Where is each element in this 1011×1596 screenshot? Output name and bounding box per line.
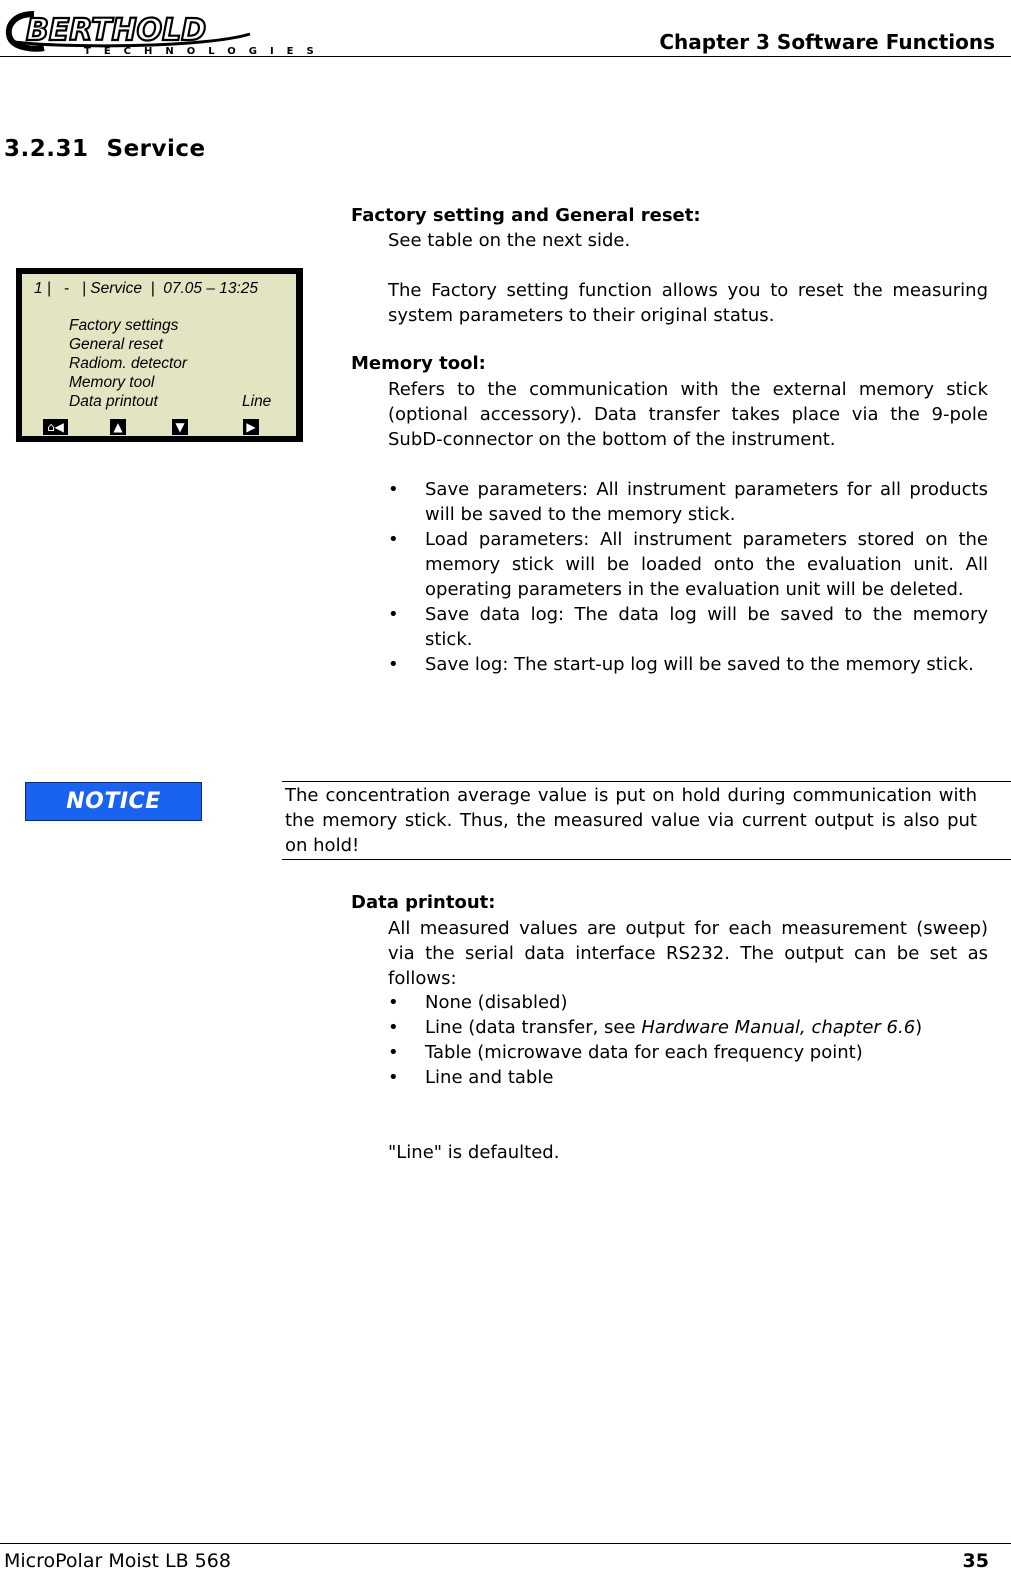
- lcd-selected-value: Line: [242, 393, 272, 410]
- chapter-title: Chapter 3 Software Functions: [659, 30, 995, 54]
- page-number: 35: [962, 1550, 989, 1572]
- logo-text: BERTHOLD: [26, 13, 207, 48]
- lcd-up-button: ▲: [110, 419, 126, 435]
- lcd-down-button: ▼: [172, 419, 188, 435]
- factory-see-table: See table on the next side.: [388, 230, 631, 251]
- list-item: • None (disabled): [388, 990, 988, 1015]
- header-rule: [0, 56, 1011, 57]
- memory-heading: Memory tool:: [351, 353, 486, 374]
- lcd-status-line: 1 | - | Service | 07.05 – 13:25: [34, 280, 259, 297]
- printout-heading: Data printout:: [351, 892, 496, 913]
- list-item: • Save log: The start-up log will be saved to the memory stick.: [388, 652, 988, 677]
- list-item: [388, 1015, 988, 1040]
- factory-heading: Factory setting and General reset:: [351, 205, 701, 226]
- notice-text: The concentration average value is put on hold during communication with the memory stick. Thus, the measured value via current output is also put on hold!: [285, 785, 977, 856]
- lcd-menu-item-radiom-detector: Radiom. detector: [69, 355, 188, 372]
- lcd-menu-item-memory-tool: Memory tool: [69, 374, 155, 391]
- default-note: "Line" is defaulted.: [388, 1142, 560, 1163]
- lcd-menu-item-data-printout: Data printout: [69, 393, 158, 410]
- printout-line-suffix: ): [915, 1017, 923, 1038]
- memory-description: Refers to the communication with the external memory stick (optional accessory). Data transfer takes place via the 9-pole SubD-connector on the bottom of the instrument.: [388, 379, 988, 450]
- berthold-logo-swoosh: [4, 8, 327, 57]
- lcd-right-button: ▶: [243, 419, 259, 435]
- logo-subtext: TECHNOLOGIES: [84, 46, 327, 57]
- printout-bullet-list: [388, 990, 988, 1090]
- factory-description: The Factory setting function allows you to reset the measuring system parameters to their original status.: [388, 280, 988, 326]
- printout-description: All measured values are output for each measurement (sweep) via the serial data interface RS232. The output can be set as follows:: [388, 918, 988, 989]
- notice-rule-bottom: [282, 859, 1011, 860]
- notice-badge: NOTICE: [25, 782, 202, 821]
- lcd-menu-item-factory-settings: Factory settings: [69, 317, 179, 334]
- berthold-logo: [4, 8, 327, 57]
- list-item: • Save parameters: All instrument parameters for all products will be saved to the memory stick.: [388, 477, 988, 527]
- printout-line-prefix: Line (data transfer, see: [425, 1017, 642, 1038]
- lcd-home-left-button: ⌂◀: [43, 419, 68, 435]
- list-item: • Save data log: The data log will be saved to the memory stick.: [388, 602, 988, 652]
- section-name: Service: [106, 136, 206, 162]
- list-item: • Load parameters: All instrument parameters stored on the memory stick will be loaded onto the evaluation unit. All operating parameters in the evaluation unit will be deleted.: [388, 527, 988, 602]
- footer-rule: [0, 1543, 1011, 1544]
- list-item: • Table (microwave data for each frequency point): [388, 1040, 988, 1065]
- footer-product: MicroPolar Moist LB 568: [4, 1550, 231, 1572]
- lcd-menu-item-general-reset: General reset: [69, 336, 163, 353]
- notice-rule-top: [282, 781, 1011, 782]
- section-title: [4, 136, 206, 162]
- memory-bullet-list: [388, 477, 988, 677]
- section-number: 3.2.31: [4, 136, 89, 162]
- hardware-manual-reference: Hardware Manual, chapter 6.6: [641, 1017, 916, 1038]
- list-item: • Line and table: [388, 1065, 988, 1090]
